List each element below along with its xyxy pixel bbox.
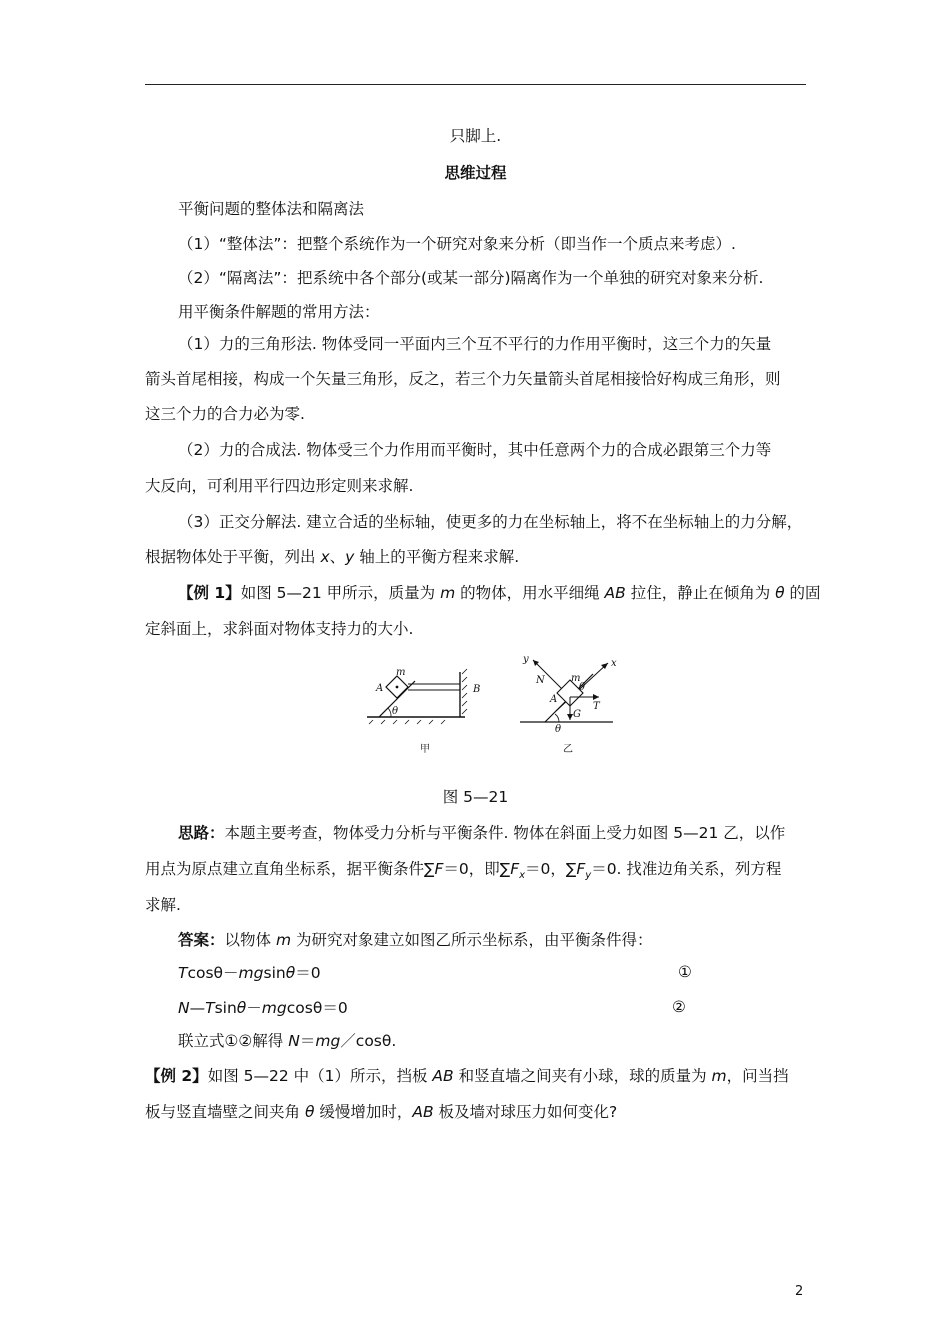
orth-x: x [320,548,330,566]
idea-y-sub: y [585,870,592,882]
orthogonal-line-1: （3）正交分解法. 建立合适的坐标轴，使更多的力在坐标轴上，将不在坐标轴上的力分解， [178,513,803,531]
equation-1-number: ① [678,963,692,981]
composition-line-1: （2）力的合成法. 物体受三个力作用而平衡时，其中任意两个力的合成必跟第三个力等 [178,441,772,459]
ex1-text-d: 的固 [784,584,821,602]
orth-text-b: 轴上的平衡方程来求解. [354,548,520,566]
idea-text-2d: ＝0. 找准边角关系，列方程 [591,860,782,878]
solve-line [178,1031,843,1051]
eq2-b: sin [214,999,237,1017]
example-1-tag: 【例 1】 [178,584,241,602]
example-2-line-1 [145,1066,810,1086]
equation-1 [178,963,843,983]
ans-text-b: 为研究对象建立如图乙所示坐标系，由平衡条件得： [291,931,653,949]
idea-Fx: F [510,860,520,878]
figure-yi [520,654,617,755]
yi-label-theta-2: θ [555,724,562,735]
idea-text-2a: 用点为原点建立直角坐标系，据平衡条件∑ [145,860,435,878]
eq2-a: — [189,999,206,1017]
idea-text-2c: ＝0，∑ [525,860,577,878]
yi-caption: 乙 [563,744,573,755]
eq1-mg: mg [238,964,264,982]
yi-label-T: T [593,701,600,712]
method1-text: 把整个系统作为一个研究对象来分析（即当作一个质点来考虑）. [296,235,736,253]
jia-label-A: A [376,683,384,694]
yi-label-N: N [536,675,545,686]
method1-label: （1）“整体法”： [178,235,297,253]
solve-b: ＝ [299,1032,316,1050]
answer-label: 答案： [178,931,225,949]
ex1-theta: θ [775,584,785,602]
ans-m: m [275,931,292,949]
yi-label-G: G [573,709,581,720]
triangle-line-3: 这三个力的合力必为零. [145,405,305,423]
idea-F: F [434,860,444,878]
ex1-text-c: 拉住，静止在倾角为 [625,584,776,602]
triangle-line-2: 箭头首尾相接，构成一个矢量三角形，反之，若三个力矢量箭头首尾相接恰好构成三角形，则 [145,370,781,388]
eq2-d: cosθ＝0 [286,999,348,1017]
eq1-b: sin [263,964,286,982]
idea-text-1: 本题主要考查，物体受力分析与平衡条件. 物体在斜面上受力如图 5—21 乙，以作 [224,824,786,842]
ex1-AB: AB [604,584,626,602]
common-methods: 用平衡条件解题的常用方法： [178,303,380,321]
example-2-tag: 【例 2】 [145,1067,208,1085]
ex1-m: m [440,584,456,602]
ex2-line2-b: 缓慢增加时， [314,1103,413,1121]
ex2-a: 如图 5—22 中（1）所示，挡板 [207,1067,433,1085]
solve-c: ／cosθ. [340,1032,397,1050]
yi-label-A: A [550,694,558,705]
ans-text-a: 以物体 [224,931,276,949]
equation-2 [178,998,843,1018]
orth-text-a: 根据物体处于平衡，列出 [145,548,321,566]
jia-label-theta: θ [392,706,399,717]
eq2-T: T [205,999,215,1017]
yi-label-m: m [571,673,581,684]
yi-label-x: x [611,658,617,669]
idea-line-1 [178,823,843,843]
ex2-m: m [711,1067,727,1085]
orth-sep: 、 [329,548,346,566]
jia-label-B: B [473,684,481,695]
method2-label: （2）“隔离法”： [178,269,297,287]
method-whole [178,234,843,254]
example-1-line-1 [178,583,843,603]
eq2-c: － [246,999,262,1017]
equation-2-number: ② [672,998,686,1016]
idea-Fy: F [576,860,586,878]
method-isolate [178,268,843,288]
eq1-c: ＝0 [295,964,321,982]
idea-text-2b: ＝0，即∑ [443,860,511,878]
eq2-N: N [178,999,190,1017]
header-rule [145,84,806,85]
continuation-text: 只脚上. [449,127,502,145]
triangle-line-1: （1）力的三角形法. 物体受同一平面内三个互不平行的力作用平衡时，这三个力的矢量 [178,335,772,353]
idea-line-3: 求解. [145,896,181,914]
eq1-T: T [178,964,188,982]
orthogonal-line-2 [145,547,810,567]
figure-5-21 [355,650,625,760]
yi-label-theta-1: θ [579,682,586,693]
example-1-line-2: 定斜面上，求斜面对物体支持力的大小. [145,620,414,638]
method2-text: 把系统中各个部分(或某一部分)隔离作为一个单独的研究对象来分析. [296,269,764,287]
solve-N: N [288,1032,300,1050]
section-heading: 思维过程 [444,164,507,182]
eq2-theta: θ [236,999,247,1017]
ex2-AB2: AB [412,1103,434,1121]
eq2-mg: mg [261,999,287,1017]
orth-y: y [345,548,355,566]
composition-line-2: 大反向，可利用平行四边形定则来求解. [145,477,414,495]
ex2-b: 和竖直墙之间夹有小球，球的质量为 [453,1067,712,1085]
ex2-line2-a: 板与竖直墙壁之间夹角 [145,1103,305,1121]
ex2-c: ，问当挡 [726,1067,789,1085]
ex1-text-b: 的物体，用水平细绳 [455,584,605,602]
solve-a: 联立式①②解得 [178,1032,289,1050]
intro-text: 平衡问题的整体法和隔离法 [178,200,365,218]
idea-x-sub: x [519,870,526,882]
eq1-a: cosθ－ [187,964,239,982]
figure-jia [367,667,480,755]
jia-caption: 甲 [420,744,430,755]
solve-mg: mg [315,1032,341,1050]
idea-line-2 [145,859,810,886]
figure-caption: 图 5—21 [442,788,509,806]
answer-line [178,930,843,950]
example-2-line-2 [145,1102,810,1122]
ex2-line2-c: 板及墙对球压力如何变化? [433,1103,618,1121]
idea-label: 思路： [178,824,225,842]
yi-label-y: y [523,654,529,665]
ex2-AB: AB [432,1067,454,1085]
ex1-text-a: 如图 5—21 甲所示，质量为 [240,584,441,602]
page-number: 2 [795,1284,804,1299]
ex2-theta: θ [304,1103,315,1121]
jia-label-m: m [396,667,406,678]
eq1-theta: θ [285,964,296,982]
